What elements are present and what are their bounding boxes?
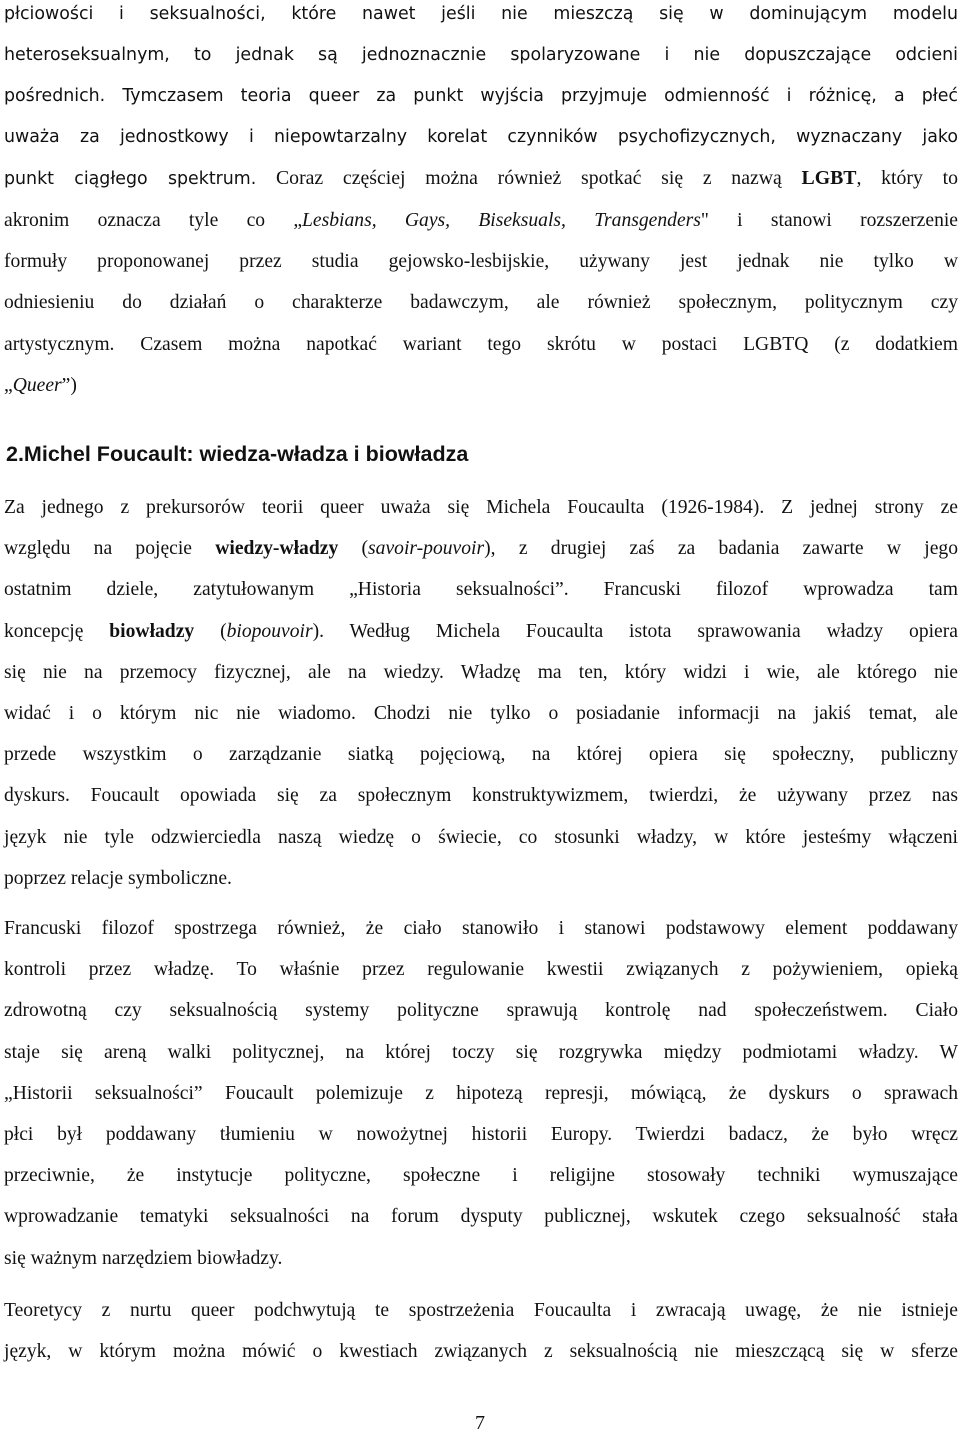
text-line: język, w którym można mówić o kwestiach związanych z seksualnością nie mieszczącą się w sferze — [4, 1341, 958, 1363]
text-line: się nie na przemocy fizycznej, ale na wiedzy. Władzę ma ten, który widzi i wie, ale którego nie — [4, 661, 958, 683]
text-line: płciowości i seksualności, które nawet jeśli nie mieszczą się w dominującym modelu — [4, 4, 958, 24]
text-line: artystycznym. Czasem można napotkać wariant tego skrótu w postaci LGBTQ (z dodatkiem — [4, 333, 958, 355]
term-wiedza-wladza: wiedzy-władzy — [215, 538, 339, 560]
term-biowladza: biowładzy — [109, 620, 195, 642]
text-line: płci był poddawany tłumieniu w nowożytnej historii Europy. Twierdzi badacz, że było wręcz — [4, 1124, 958, 1146]
text-line: się ważnym narzędziem biowładzy. — [4, 1247, 283, 1269]
text-line: widać i o którym nic nie wiadomo. Chodzi nie tylko o posiadanie informacji na jakiś temat, ale — [4, 703, 958, 725]
text-line: staje się areną walki politycznej, na której toczy się rozgrywka między podmiotami władzy. W — [4, 1041, 958, 1063]
text-line: odniesieniu do działań o charakterze badawczym, ale również społecznym, politycznym czy — [4, 292, 958, 314]
text-line: punkt ciągłego spektrum. Coraz częściej można również spotkać się z nazwą LGBT, który to — [4, 167, 958, 189]
text-line: formuły proponowanej przez studia gejowsko-lesbijskie, używany jest jednak nie tylko w — [4, 251, 958, 273]
text-line: pośrednich. Tymczasem teoria queer za punkt wyjścia przyjmuje odmienność i różnicę, a płeć — [4, 86, 958, 106]
page-number: 7 — [475, 1412, 485, 1434]
text-line: ostatnim dziele, zatytułowanym „Historia seksualności”. Francuski filozof wprowadza tam — [4, 579, 958, 601]
text-line: względu na pojęcie wiedzy-władzy (savoir-pouvoir), z drugiej zaś za badania zawarte w jego — [4, 538, 958, 560]
text-line: wprowadzanie tematyki seksualności na forum dysputy publicznej, wskutek czego seksualność stała — [4, 1206, 958, 1228]
text-line: przeciwnie, że instytucje polityczne, społeczne i religijne stosowały techniki wymuszające — [4, 1165, 958, 1187]
text-line: heteroseksualnym, to jednak są jednoznacznie spolaryzowane i nie dopuszczające odcieni — [4, 45, 958, 65]
paragraph-cialo — [4, 908, 958, 1279]
text-line: przede wszystkim o zarządzanie siatką pojęciową, na której opiera się społeczny, publiczny — [4, 744, 958, 766]
paragraph-teoretycy — [4, 1290, 958, 1372]
paragraph-lgbt — [4, 0, 958, 406]
term-biopouvoir: biopouvoir — [226, 620, 313, 642]
text-line: język nie tyle odzwierciedla naszą wiedzę o świecie, co stosunki władzy, w które jesteśmy włączeni — [4, 826, 958, 848]
text-line: Teoretycy z nurtu queer podchwytują te spostrzeżenia Foucaulta i zwracają uwagę, że nie istnieje — [4, 1300, 958, 1321]
text-line: poprzez relacje symboliczne. — [4, 867, 232, 889]
term-lgbt: LGBT — [801, 167, 857, 189]
section-heading: 2.Michel Foucault: wiedza-władza i biowładza — [6, 442, 469, 466]
text-line: kontroli przez władzę. To właśnie przez regulowanie kwestii związanych z pożywieniem, opieką — [4, 959, 958, 981]
text-line: „Queer”) — [4, 374, 77, 396]
text-line: koncepcję biowładzy (biopouvoir). Według Michela Foucaulta istota sprawowania władzy opiera — [4, 620, 958, 642]
text-line: uważa za jednostkowy i niepowtarzalny korelat czynników psychofizycznych, wyznaczany jako — [4, 127, 958, 147]
acronym-expansion: Lesbians, Gays, Biseksuals, Transgenders — [302, 210, 701, 231]
text-line: Francuski filozof spostrzega również, że ciało stanowiło i stanowi podstawowy element poddawany — [4, 918, 958, 939]
text-line: Za jednego z prekursorów teorii queer uważa się Michela Foucaulta (1926-1984). Z jednej strony ze — [4, 497, 958, 518]
text-line: „Historii seksualności” Foucault polemizuje z hipotezą represji, mówiącą, że dyskurs o sprawach — [4, 1082, 958, 1104]
term-queer: Queer — [12, 374, 62, 396]
text-line: dyskurs. Foucault opowiada się za społecznym konstruktywizmem, twierdzi, że używany przez nas — [4, 785, 958, 807]
term-savoir-pouvoir: savoir-pouvoir — [368, 538, 485, 560]
text-line: zdrowotną czy seksualnością systemy polityczne sprawują kontrolę nad społeczeństwem. Ciało — [4, 1000, 958, 1022]
paragraph-foucault — [4, 487, 958, 899]
text-line: akronim oznacza tyle co „Lesbians, Gays, Biseksuals, Transgenders" i stanowi rozszerzenie — [4, 210, 959, 231]
